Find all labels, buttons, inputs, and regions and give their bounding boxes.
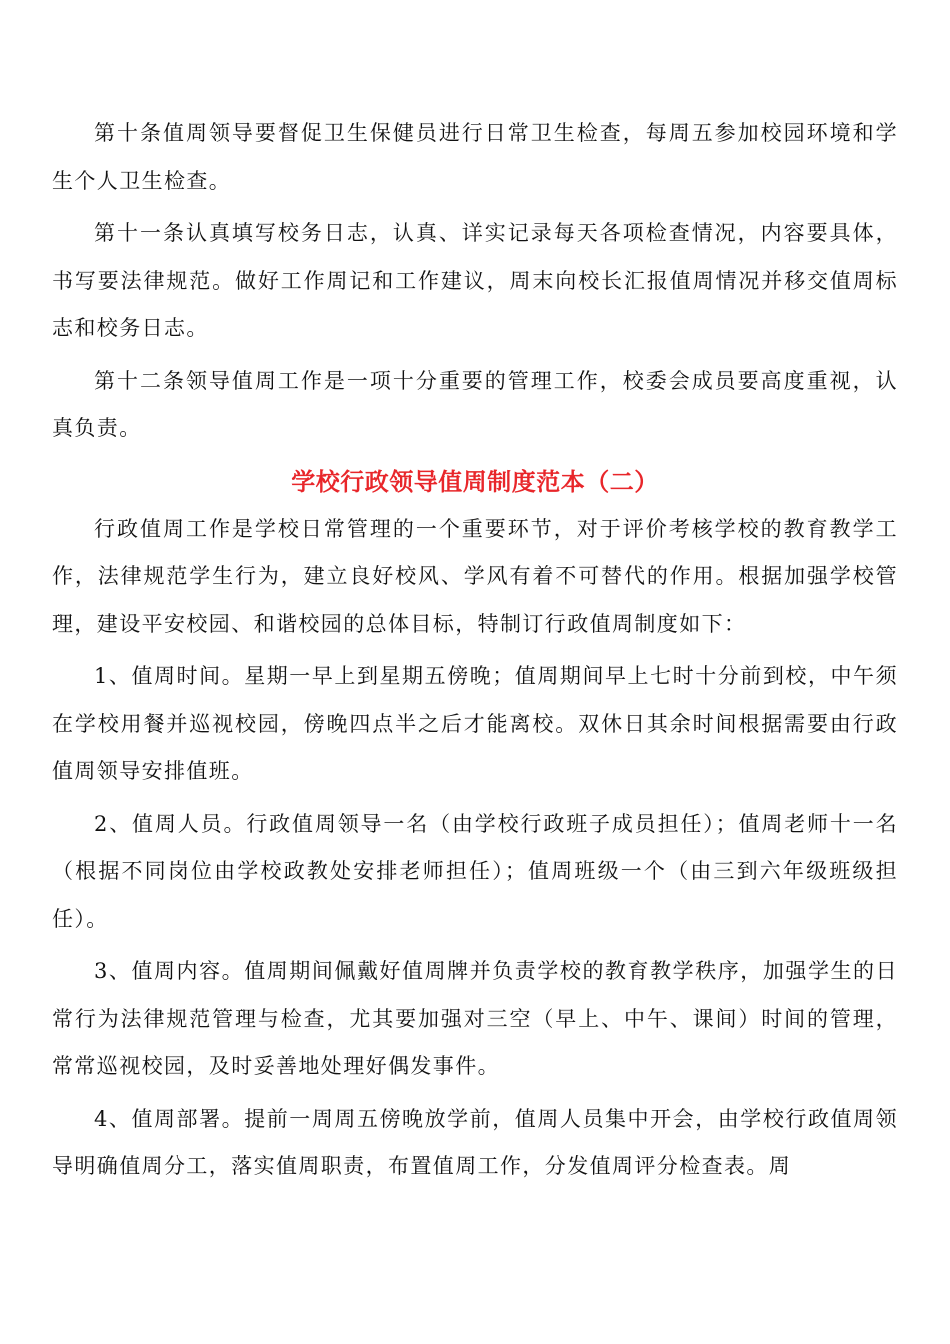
article-11-paragraph: 第十一条认真填写校务日志，认真、详实记录每天各项检查情况，内容要具体，书写要法律规范。做好工作周记和工作建议，周末向校长汇报值周情况并移交值周标志和校务日志。	[52, 221, 898, 340]
article-12-paragraph: 第十二条领导值周工作是一项十分重要的管理工作，校委会成员要高度重视，认真负责。	[52, 368, 898, 440]
duty-arrangement-paragraph: 4、值周部署。提前一周周五傍晚放学前，值周人员集中开会，由学校行政值周领导明确值周分工，落实值周职责，布置值周工作，分发值周评分检查表。周	[52, 1106, 898, 1178]
intro-paragraph: 行政值周工作是学校日常管理的一个重要环节，对于评价考核学校的教育教学工作，法律规范学生行为，建立良好校风、学风有着不可替代的作用。根据加强学校管理，建设平安校园、和谐校园的总体目标，特制订行政值周制度如下：	[52, 516, 898, 636]
article-10-paragraph: 第十条值周领导要督促卫生保健员进行日常卫生检查，每周五参加校园环境和学生个人卫生检查。	[52, 121, 898, 193]
document-page	[52, 110, 898, 1196]
duty-time-paragraph: 1、值周时间。星期一早上到星期五傍晚；值周期间早上七时十分前到校，中午须在学校用餐并巡视校园，傍晚四点半之后才能离校。双休日其余时间根据需要由行政值周领导安排值班。	[52, 664, 898, 783]
duty-content-paragraph: 3、值周内容。值周期间佩戴好值周牌并负责学校的教育教学秩序，加强学生的日常行为法律规范管理与检查，尤其要加强对三空（早上、中午、课间）时间的管理，常常巡视校园，及时妥善地处理好偶发事件。	[52, 959, 898, 1078]
duty-staff-paragraph: 2、值周人员。行政值周领导一名（由学校行政班子成员担任）；值周老师十一名（根据不同岗位由学校政教处安排老师担任）；值周班级一个（由三到六年级班级担任）。	[52, 811, 898, 931]
section-heading: 学校行政领导值周制度范本（二）	[291, 466, 659, 496]
